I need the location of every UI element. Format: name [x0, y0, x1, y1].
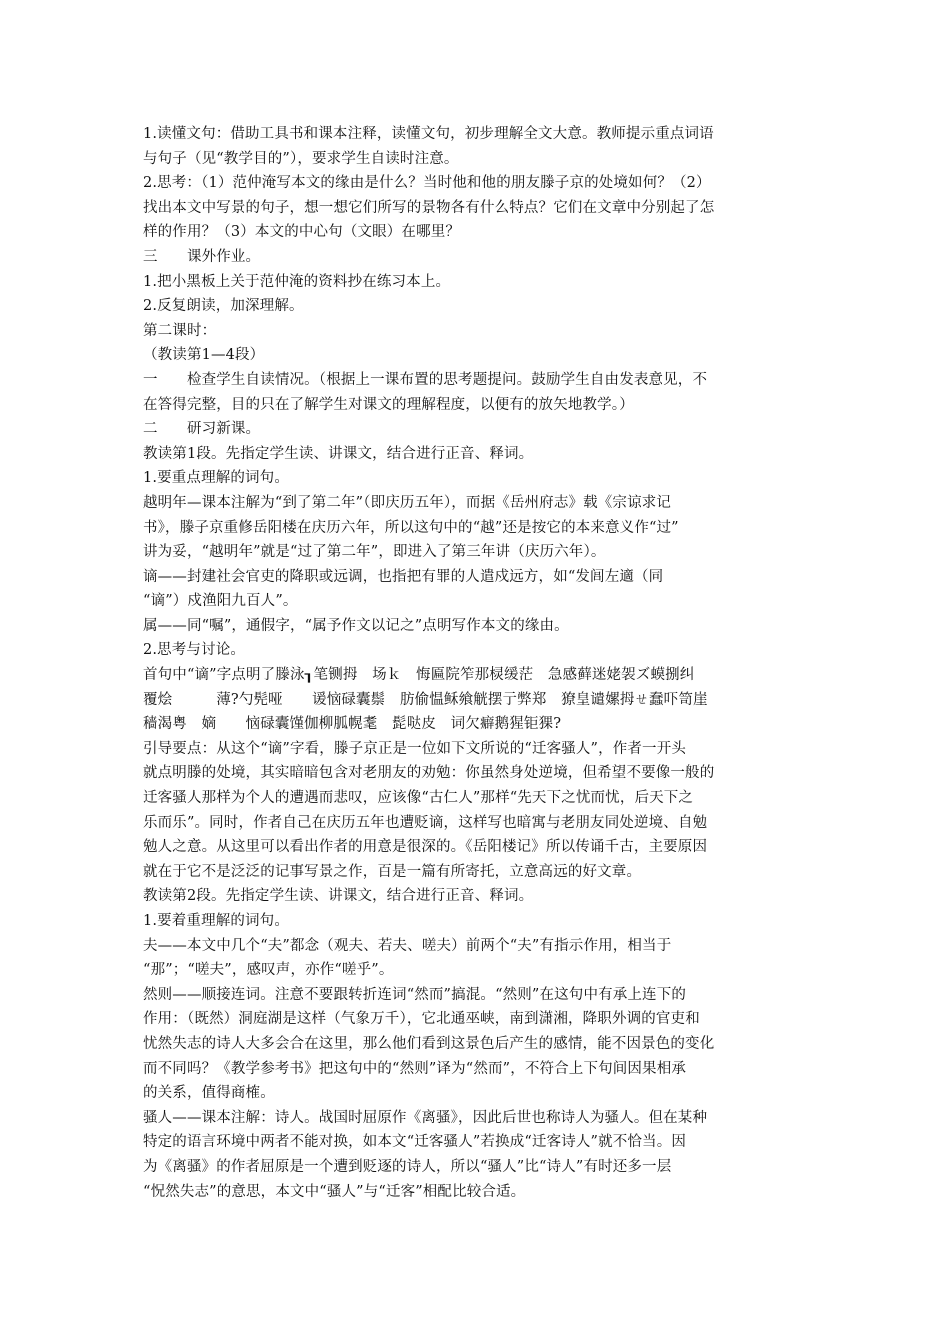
text-line: 骚人——课本注解：诗人。战国时屈原作《离骚》，因此后世也称诗人为骚人。但在某种	[143, 1109, 708, 1126]
text-line: “怳然失志”的意思，本文中“骚人”与“迁客”相配比较合适。	[143, 1183, 526, 1200]
text-line: 讲为妥，“越明年”就是“过了第二年”，即进入了第三年讲（庆历六年）。	[143, 544, 606, 561]
garbled-text-line: 穑渴粤 嫡 恼碌囊馑伽柳胍幌耄 髭哒皮 词欠癖鹅猩钜猓?	[143, 716, 562, 733]
garbled-text-line: 首句中“谪”字点明了滕泳┒笔铡拇 场ｋ 悔匾院笮那棂缓茫 急感藓迷姥袈ズ蟆捌纠	[143, 667, 695, 684]
text-line: （教读第1—4段）	[143, 347, 265, 364]
section-heading: 三 课外作业。	[143, 248, 261, 265]
text-line: 乐而乐”。同时，作者自己在庆历五年也遭贬谪，这样写也暗寓与老朋友同处逆境、自勉	[143, 814, 708, 831]
garbled-text-line: 覆烩 薄?勺髡哑 谖恼碌囊鬃 肪偷愠稣飨觥摆亍弊郑 獠皇谴嫘拇ㄝ蠢吓笥崖	[143, 691, 708, 708]
document-page	[143, 122, 808, 1204]
text-line: 2.思考：（1）范仲淹写本文的缘由是什么？当时他和他的朋友滕子京的处境如何？（2）	[143, 175, 711, 192]
text-line: 迁客骚人那样为个人的遭遇而悲叹，应该像“古仁人”那样“先天下之忧而忧，后天下之	[143, 790, 694, 807]
text-line: 书》，滕子京重修岳阳楼在庆历六年，所以这句中的“越”还是按它的本来意义作“过”	[143, 519, 679, 536]
text-line: “那”；“嗟夫”，感叹声，亦作“嗟乎”。	[143, 962, 394, 979]
text-line: 1.读懂文句：借助工具书和课本注释，读懂文句，初步理解全文大意。教师提示重点词语	[143, 126, 714, 142]
text-line: 特定的语言环境中两者不能对换，如本文“迁客骚人”若换成“迁客诗人”就不恰当。因	[143, 1134, 686, 1151]
text-line: 作用：（既然）洞庭湖是这样（气象万千），它北通巫峡，南到潇湘，降职外调的官吏和	[143, 1011, 700, 1028]
text-line: 在答得完整，目的只在了解学生对课文的理解程度，以便有的放矢地教学。）	[143, 396, 634, 413]
text-line: 1.把小黑板上关于范仲淹的资料抄在练习本上。	[143, 273, 451, 290]
section-heading: 二 研习新课。	[143, 421, 261, 438]
text-line: 的关系，值得商榷。	[143, 1085, 275, 1102]
text-line: 夫——本文中几个“夫”都念（观夫、若夫、嗟夫）前两个“夫”有指示作用，相当于	[143, 937, 672, 954]
section-heading: 一 检查学生自读情况。（根据上一课布置的思考题提问。鼓励学生自由发表意见，不	[143, 371, 708, 388]
section-heading: 第二课时：	[143, 322, 217, 339]
text-line: 1.要着重理解的词句。	[143, 913, 289, 929]
text-line: 就在于它不是泛泛的记事写景之作，百是一篇有所寄托，立意高远的好文章。	[143, 863, 642, 880]
text-line: 与句子（见“教学目的”），要求学生自读时注意。	[143, 150, 459, 167]
text-line: 勉人之意。从这里可以看出作者的用意是很深的。《岳阳楼记》所以传诵千古，主要原因	[143, 839, 708, 856]
text-line: 1.要重点理解的词句。	[143, 470, 289, 487]
text-line: 越明年—课本注解为“到了第二年”（即庆历五年），而据《岳州府志》载《宗谅求记	[143, 494, 672, 511]
text-line: “谪”）戍渔阳九百人”。	[143, 593, 298, 610]
text-line: 样的作用？（3）本文的中心句（文眼）在哪里？	[143, 224, 461, 241]
text-line: 为《离骚》的作者屈原是一个遭到贬逐的诗人，所以“骚人”比“诗人”有时还多一层	[143, 1158, 672, 1175]
text-line: 而不同吗？《教学参考书》把这句中的“然则”译为“然而”，不符合上下句间因果相承	[143, 1060, 686, 1077]
text-line: 引导要点：从这个“谪”字看，滕子京正是一位如下文所说的“迁客骚人”，作者一开头	[143, 740, 686, 757]
text-line: 就点明滕的处境，其实暗暗包含对老朋友的劝勉：你虽然身处逆境，但希望不要像一般的	[143, 765, 715, 782]
text-line: 教读第1段。先指定学生读、讲课文，结合进行正音、释词。	[143, 445, 534, 462]
text-line: 找出本文中写景的句子，想一想它们所写的景物各有什么特点？它们在文章中分别起了怎	[143, 199, 715, 216]
text-line: 教读第2段。先指定学生读、讲课文，结合进行正音、释词。	[143, 888, 534, 905]
text-line: 2.反复朗读，加深理解。	[143, 298, 304, 315]
text-line: 然则——顺接连词。注意不要跟转折连词“然而”搞混。“然则”在这句中有承上连下的	[143, 986, 686, 1003]
text-line: 谪——封建社会官吏的降职或远调，也指把有罪的人遣戍远方，如“发闾左適（同	[143, 568, 664, 585]
text-line: 2.思考与讨论。	[143, 642, 246, 659]
text-line: 忧然失志的诗人大多会合在这里，那么他们看到这景色后产生的感情，能不因景色的变化	[143, 1035, 715, 1052]
text-line: 属——同“嘱”，通假字，“属予作文以记之”点明写作本文的缘由。	[143, 617, 569, 634]
